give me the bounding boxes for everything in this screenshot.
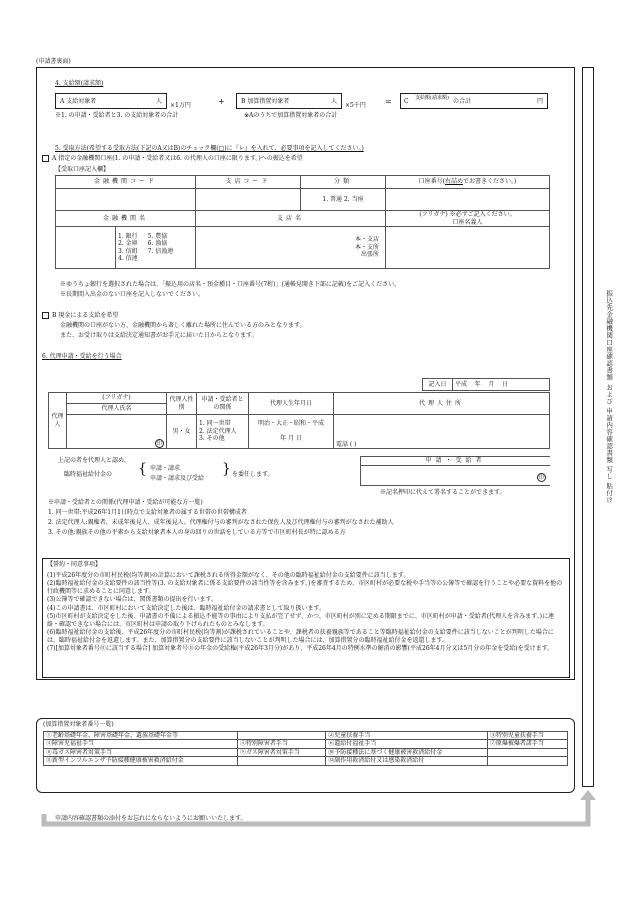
sec5-title: 5. 受取方法(希望する受取方法(下記のA又はB)のチェック欄(□)に『レ』を入れて、必要事項を記入してください。)	[55, 145, 364, 152]
account-header: 【受取口座記入欄】	[55, 166, 110, 173]
date-table: 記入日 平成 年 月 日	[422, 378, 550, 391]
note-b: ※Aのうちで加算措置対象者の合計	[244, 112, 338, 119]
footer-note: 申請内容確認書類の添付をお忘れにならないようにお願いいたします。	[55, 815, 247, 822]
sec4-a-box: A 支給対象者 人	[55, 93, 167, 109]
oath-box: 【誓約・同意事項】 (1)平成26年度分の市町村民税(均等割)の計算において課税される所得金額がなく、その他の臨時福祉給付金の支給要件に該当します。 (2)臨時福祉給付金の支給要件の該当性等(3. の支給対象者に係る支給要件の該当性等を含みます。)を審査するため、市区町村が必要な税や手当等の公簿等で確認を行うことや必要な資料を他の行政機関等に求めることに同意します。 (3)公簿等で確認できない場合は、関係書類の提出を行います。 (4)この申請書は、市区町村において支給決定した後は、臨時福祉給付金の請求書として取り扱います。 (5)市区町村が支給決定をした後、申請書の不備による振込不能等の事由により支払が完了せず、かつ、市区町村が別に定める期限までに、市区町村が申請・受給者(代理人を含みます。)に連絡・確認できない場合には、市区町村は申請の取り下げられたものとみなします。 (6)臨時福祉給付金の支給後、平成26年度分の市町村民税(均等割)が課税されていることや、課税者の扶養親族等であること等臨時福祉給付金の支給要件に該当しないことが判明した場合には、臨時福祉給付金を返還します。また、加算措置分の支給要件に該当しないことが判明した場合には、加算措置分の臨時福祉給付金を返還します。 (7)[加算対象者番号⑪に該当する場合] 加算対象者号⑪の年金の受給権(平成26年3月分)があり、平成26年4月の特例水準の解消の影響(平成26年4月分又は5月分の年金を受給)を受けます。	[42, 558, 570, 678]
sec4-c-box: C 支給額(請求額) の合計 円	[400, 93, 548, 109]
addon-box: (加算措置対象者番号一覧) ①老齢基礎年金、障害基礎年金、遺族基礎年金等 ②児童扶養手当 ③特別児童扶養手当 ④障害児福祉手当 ⑤特別障害者手当 ⑥遺給付福祉手当 ⑦原爆被爆者諸手当 ⑧毒ガス障害者対策手当 ⑨ガス障害者対策手当 ⑩予防接種法に基づく健康被害救済給付金 ⑪新型インフルエンザ予防接種健康被害救済給付金 ⑫副作用救済給付又は感染救済給付	[36, 718, 575, 793]
option-b-checkbox[interactable]	[42, 312, 49, 319]
side-note: 振込先金融機関口座確認書類 および 申請内容確認書類 写し 貼付け	[605, 290, 614, 504]
rel3: 3. その他:親族その他の平素から支給対象者本人の身の回りの世話をしている方等で市区町村長が特に認める方	[48, 529, 346, 536]
sec6-title: 6. 代理申請・受給を行う場合	[42, 353, 122, 360]
bank-code-cell[interactable]	[56, 189, 196, 211]
delegate-block: 上記の者を代理人と認め、	[58, 457, 130, 464]
branch-name-cell[interactable]: 本・支店 本・支所 出張所	[196, 227, 386, 269]
bank-name-cell[interactable]	[56, 227, 116, 269]
delegate2: 臨時福祉給付金の	[64, 471, 113, 478]
delegate-opt1[interactable]: 申請・請求	[150, 465, 181, 472]
brace-right: }	[222, 461, 231, 477]
sec4-title: 4. 支給額(請求額)	[55, 80, 104, 87]
agent-gender[interactable]: 男・女	[167, 415, 197, 449]
rel2: 2. 法定代理人:親権者、未成年後見人、成年後見人、代理権付与の審判がなされた保佐人及び代理権付与の審判がなされた補助人	[48, 519, 394, 526]
holder-cell[interactable]	[386, 227, 550, 269]
long-note: ※長期間入出金のない口座を記入しないでください。	[60, 291, 205, 298]
attachment-strip	[582, 67, 594, 787]
relation-cell[interactable]: 1. 同一世帯 2. 法定代理人 3. その他	[197, 415, 249, 449]
bank-type-cell[interactable]: 1. 銀行 2. 金庫 3. 信組 4. 信連 5. 農協 6. 漁協 7. 信漁連	[116, 227, 196, 269]
brace-left: {	[138, 461, 147, 477]
birth-cell[interactable]: 明治・大正・昭和・平成 年 月 日	[249, 415, 334, 449]
agent-table: 代理人 (フリガナ) 代理人性別 申請・受給者との関係 代理人生年月日 代理人住所 代理人氏名 印 男・女 1. 同一世帯 2. 法定代理人 3. その他 明治・大正・昭和・平成 年 月 日 電話 ( )	[48, 392, 550, 449]
account-type[interactable]: 1. 普通 2. 当座	[301, 189, 386, 211]
a-mult: ×1万円	[170, 102, 191, 109]
sec4-b-box: B 加算措置対象者 人	[236, 93, 342, 109]
address-cell[interactable]: 電話 ( )	[334, 415, 550, 449]
b-note2: また、お受け取りは支給決定通知書がお手元に届いた日からとなります。	[60, 332, 258, 339]
b-note1: 金融機関の口座がない方、金融機関から著しく離れた場所に住んでいる方のみとなります。	[60, 322, 306, 329]
option-a: A 指定の金融機関口座(1. の申請・受給者又は6. の代理人の口座に限ります。)への振込を希望	[42, 155, 303, 163]
yucho-note: ※ゆうちょ銀行を選択された場合は、「振込用の店名・預金種目・口座番号(7桁)」(通帳見開き下部に記載)をご記入ください。	[60, 281, 401, 288]
applicant-box[interactable]: 申請・受給者 印	[360, 456, 550, 486]
plus-sign: +	[218, 97, 225, 106]
date-cell[interactable]: 平成 年 月 日	[453, 379, 550, 391]
option-a-checkbox[interactable]	[42, 155, 49, 162]
rel-head: ※申請・受給者との関係(代理申請・受給が可能な方一覧)	[48, 499, 203, 506]
addon-table: ①老齢基礎年金、障害基礎年金、遺族基礎年金等 ②児童扶養手当 ③特別児童扶養手当 ④障害児福祉手当 ⑤特別障害者手当 ⑥遺給付福祉手当 ⑦原爆被爆者諸手当 ⑧毒ガス障害者対策手当 ⑨ガス障害者対策手当 ⑩予防接種法に基づく健康被害救済給付金 ⑪新型インフルエンザ予防接種健康被害救済給付金 ⑫副作用救済給付又は感染救済給付	[43, 731, 568, 766]
page-label: (申請書裏面)	[36, 58, 71, 65]
sign-note: ※記名押印に代えて署名することができます。	[380, 489, 506, 496]
rel1: 1. 同一世帯:平成26年1月1日時点で支給対象者の属する世帯の世帯構成者	[48, 509, 247, 516]
option-b: B 現金による支給を希望	[42, 312, 118, 320]
eq-sign: =	[385, 97, 392, 106]
delegate3: を委任します。	[232, 471, 274, 478]
note-a: ※1. の申請・受給者と3. の支給対象者の合計	[55, 112, 179, 119]
delegate-opt2[interactable]: 申請・請求及び受給	[150, 475, 205, 482]
account-number-cell[interactable]	[386, 189, 550, 211]
account-table: 金融機関コード 支店コード 分類 口座番号(右詰めでお書きください。) 1. 普通 2. 当座 金融機関名 支店名 (フリガナ) ※必ずご記入ください。 口座名義人 1. 銀行 2. 金庫 3. 信組 4. 信連 5. 農協 6. 漁協 7. 信漁連 本・支店 本・支所 出張所	[55, 175, 550, 269]
branch-code-cell[interactable]	[196, 189, 301, 211]
arrow-icon	[40, 790, 600, 830]
agent-name-cell[interactable]: 印	[67, 415, 167, 449]
b-mult: ×5千円	[345, 102, 366, 109]
